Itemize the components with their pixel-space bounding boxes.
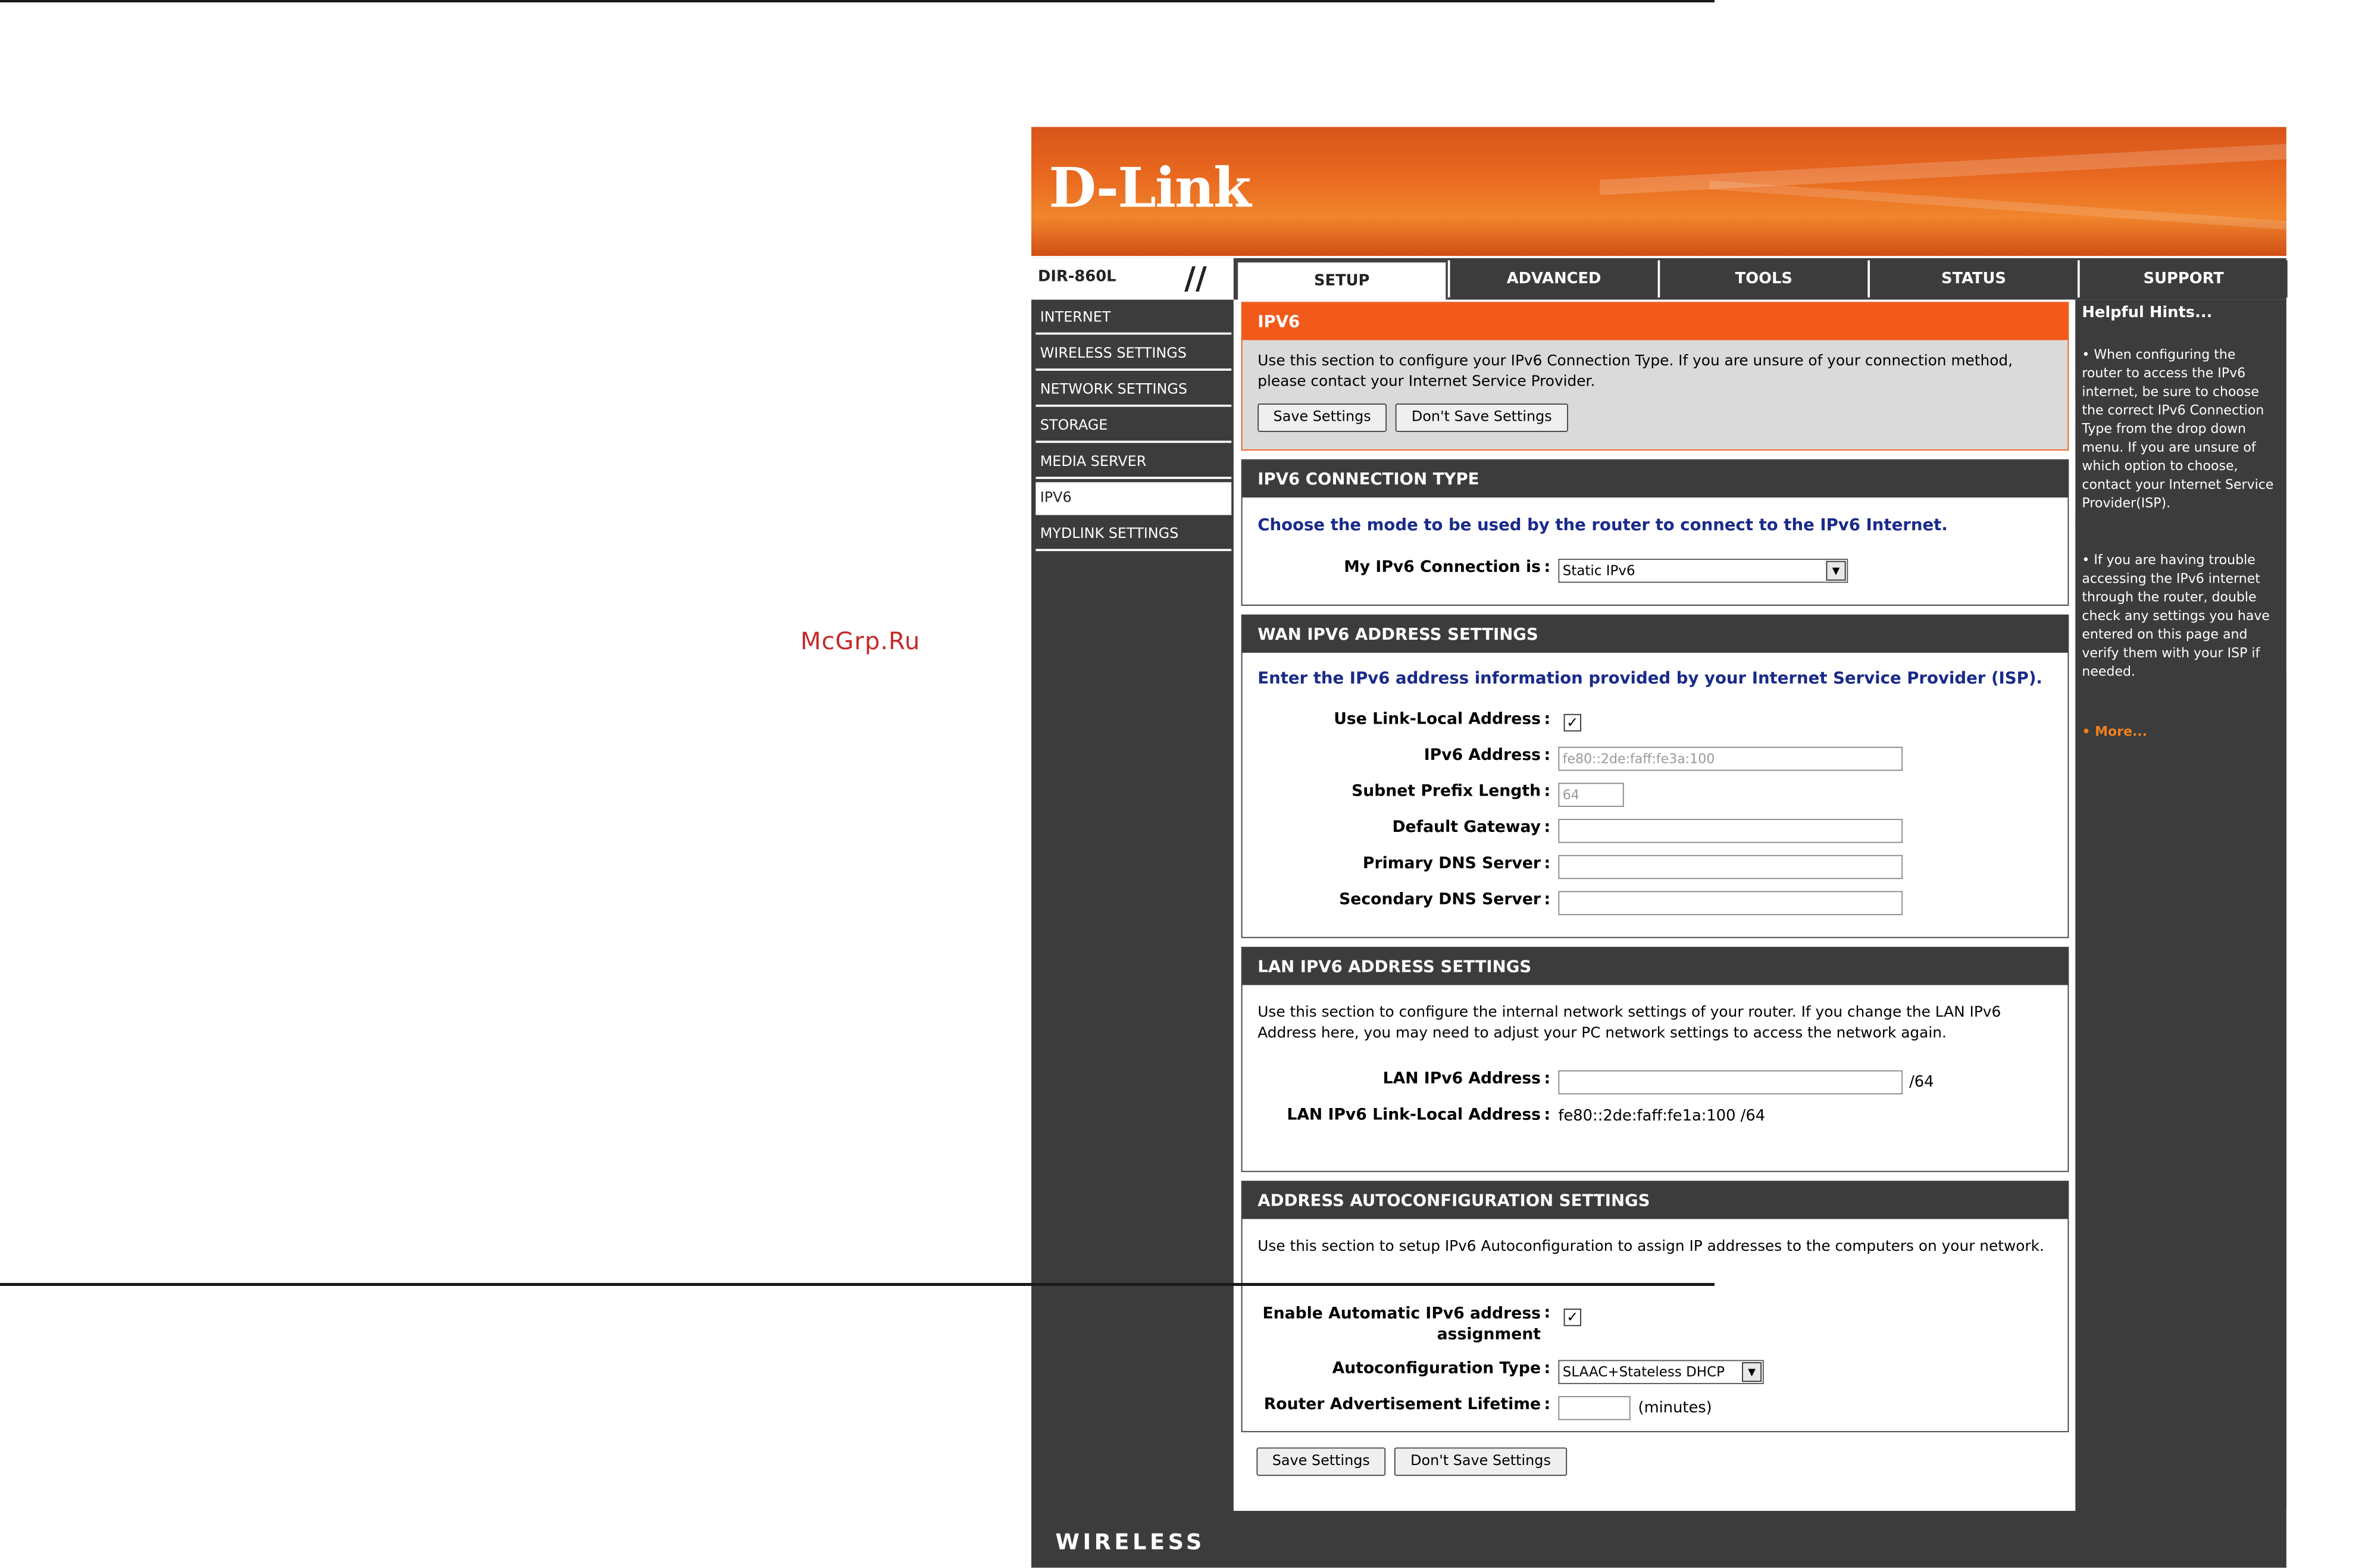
autoconfig-description: Use this section to setup IPv6 Autoconfiguration to assign IP addresses to the computers on your network.	[1257, 1237, 2044, 1256]
label-colon: :	[1544, 1360, 1551, 1378]
more-link[interactable]: • More...	[2082, 724, 2148, 740]
model-slash-icon: //	[1184, 260, 1207, 297]
sidebar-item-ipv6[interactable]: IPV6	[1036, 482, 1231, 515]
label-colon: :	[1544, 1396, 1551, 1414]
label-colon: :	[1544, 783, 1551, 800]
header	[1031, 123, 2286, 258]
lan-ipv6-settings-section	[1241, 947, 2069, 1172]
helpful-hints-panel	[2075, 300, 2286, 1511]
secondary-dns-input[interactable]	[1558, 891, 1903, 915]
lan-link-local-value: fe80::2de:faff:fe1a:100 /64	[1558, 1107, 1766, 1125]
chevron-down-icon: ▼	[1742, 1362, 1762, 1382]
lan-ipv6-address-label: LAN IPv6 Address	[1382, 1070, 1541, 1088]
tab-tools[interactable]: TOOLS	[1658, 260, 1868, 297]
label-colon: :	[1544, 711, 1551, 728]
hint-item: • When configuring the router to access the IPv6 internet, be sure to choose the correct IPv6 Connection Type from the drop down menu. If you are unsure of which option to choose, contact your Internet Service Provider(ISP).	[2082, 346, 2274, 511]
header-banner	[1031, 127, 2286, 256]
enable-auto-ipv6-label	[1262, 1304, 1541, 1346]
tab-setup[interactable]: SETUP	[1236, 260, 1448, 302]
use-link-local-label: Use Link-Local Address	[1334, 711, 1541, 728]
main-content	[1234, 300, 2075, 1511]
tab-advanced[interactable]: ADVANCED	[1448, 260, 1658, 297]
lan-description: Use this section to configure the internal network settings of your router. If you change the LAN IPv6 Address here, you may need to adjust your PC network settings to access the network again.	[1257, 1003, 2001, 1042]
hints-title: Helpful Hints...	[2082, 303, 2213, 322]
sidebar-item-internet[interactable]: INTERNET	[1036, 302, 1231, 334]
primary-dns-input[interactable]	[1558, 855, 1903, 879]
sidebar-item-network-settings[interactable]: NETWORK SETTINGS	[1036, 374, 1231, 407]
address-autoconfiguration-section	[1241, 1181, 2069, 1432]
bottom-save-settings-button[interactable]: Save Settings	[1256, 1447, 1385, 1476]
ipv6-address-label: IPv6 Address	[1424, 746, 1541, 765]
secondary-dns-label: Secondary DNS Server	[1339, 891, 1541, 909]
lan-prefix-suffix: /64	[1909, 1073, 1934, 1091]
primary-dns-label: Primary DNS Server	[1362, 855, 1541, 873]
ipv6-address-input[interactable]: fe80::2de:faff:fe3a:100	[1558, 747, 1903, 771]
wireless-logo: WIRELESS	[1055, 1528, 1205, 1555]
subnet-prefix-length-label: Subnet Prefix Length	[1352, 783, 1541, 800]
lan-link-local-label: LAN IPv6 Link-Local Address	[1287, 1106, 1541, 1124]
connection-type-value: Static IPv6	[1562, 562, 1635, 579]
chevron-down-icon: ▼	[1826, 561, 1845, 581]
router-admin-page	[1031, 123, 2286, 1568]
top-nav	[1031, 258, 2286, 300]
tab-status[interactable]: STATUS	[1867, 260, 2078, 297]
model-name: DIR-860L	[1038, 268, 1116, 286]
sidebar-item-media-server[interactable]: MEDIA SERVER	[1036, 446, 1231, 479]
enable-auto-ipv6-label-line1: Enable Automatic IPv6 address	[1262, 1305, 1541, 1323]
wan-ipv6-settings-section	[1241, 615, 2069, 938]
sidebar-item-storage[interactable]: STORAGE	[1036, 410, 1231, 443]
label-colon: :	[1544, 746, 1551, 765]
enable-auto-ipv6-label-line2: assignment	[1437, 1326, 1541, 1344]
router-advertisement-lifetime-input[interactable]	[1558, 1396, 1630, 1420]
autoconfiguration-type-value: SLAAC+Stateless DHCP	[1562, 1363, 1725, 1380]
sidebar	[1031, 300, 1234, 1511]
enable-auto-ipv6-checkbox[interactable]: ✓	[1564, 1309, 1581, 1326]
wan-prompt: Enter the IPv6 address information provided by your Internet Service Provider (ISP).	[1257, 668, 2042, 688]
subnet-prefix-length-input[interactable]: 64	[1558, 783, 1623, 807]
tab-support[interactable]: SUPPORT	[2078, 260, 2288, 297]
hint-item: • If you are having trouble accessing the IPv6 internet through the router, double check any settings you have entered on this page and verify them with your ISP if needed.	[2082, 552, 2270, 680]
section-title: IPV6 CONNECTION TYPE	[1243, 461, 2068, 497]
lan-ipv6-address-input[interactable]	[1558, 1071, 1903, 1094]
router-advertisement-lifetime-label: Router Advertisement Lifetime	[1263, 1396, 1541, 1414]
connection-type-label: My IPv6 Connection is	[1344, 558, 1541, 577]
watermark: McGrp.Ru	[800, 628, 921, 655]
ipv6-description: Use this section to configure your IPv6 Connection Type. If you are unsure of your connection method, please contact your Internet Service Provider.	[1257, 352, 2013, 391]
sidebar-item-wireless-settings[interactable]: WIRELESS SETTINGS	[1036, 338, 1231, 371]
autoconfiguration-type-select[interactable]	[1558, 1360, 1763, 1384]
label-colon: :	[1544, 819, 1551, 837]
label-colon: :	[1544, 855, 1551, 873]
use-link-local-checkbox[interactable]: ✓	[1564, 714, 1581, 731]
model-label-area	[1031, 258, 1234, 300]
bottom-dont-save-settings-button[interactable]: Don't Save Settings	[1394, 1447, 1567, 1476]
label-colon: :	[1544, 1304, 1551, 1322]
top-rule	[0, 0, 1715, 2]
connection-type-select[interactable]	[1558, 559, 1848, 583]
ipv6-connection-type-section	[1241, 459, 2069, 606]
label-colon: :	[1544, 1106, 1551, 1124]
dlink-logo: D-Link	[1049, 155, 1250, 220]
section-title: ADDRESS AUTOCONFIGURATION SETTINGS	[1243, 1182, 2068, 1219]
default-gateway-label: Default Gateway	[1392, 819, 1541, 837]
bottom-rule	[0, 1283, 1715, 1286]
dont-save-settings-button[interactable]: Don't Save Settings	[1396, 403, 1568, 432]
footer	[1031, 1511, 2286, 1568]
section-title: IPV6	[1243, 303, 2068, 340]
banner-swoosh	[1709, 180, 2365, 235]
label-colon: :	[1544, 558, 1551, 577]
section-title: LAN IPV6 ADDRESS SETTINGS	[1243, 948, 2068, 985]
label-colon: :	[1544, 891, 1551, 909]
default-gateway-input[interactable]	[1558, 819, 1903, 843]
connection-type-prompt: Choose the mode to be used by the router to connect to the IPv6 Internet.	[1257, 515, 1948, 535]
section-title: WAN IPV6 ADDRESS SETTINGS	[1243, 615, 2068, 652]
lifetime-unit: (minutes)	[1638, 1399, 1712, 1417]
label-colon: :	[1544, 1070, 1551, 1088]
save-settings-button[interactable]: Save Settings	[1257, 403, 1387, 432]
ipv6-intro-section	[1241, 302, 2069, 450]
autoconfiguration-type-label: Autoconfiguration Type	[1332, 1360, 1541, 1378]
sidebar-item-mydlink-settings[interactable]: MYDLINK SETTINGS	[1036, 518, 1231, 551]
